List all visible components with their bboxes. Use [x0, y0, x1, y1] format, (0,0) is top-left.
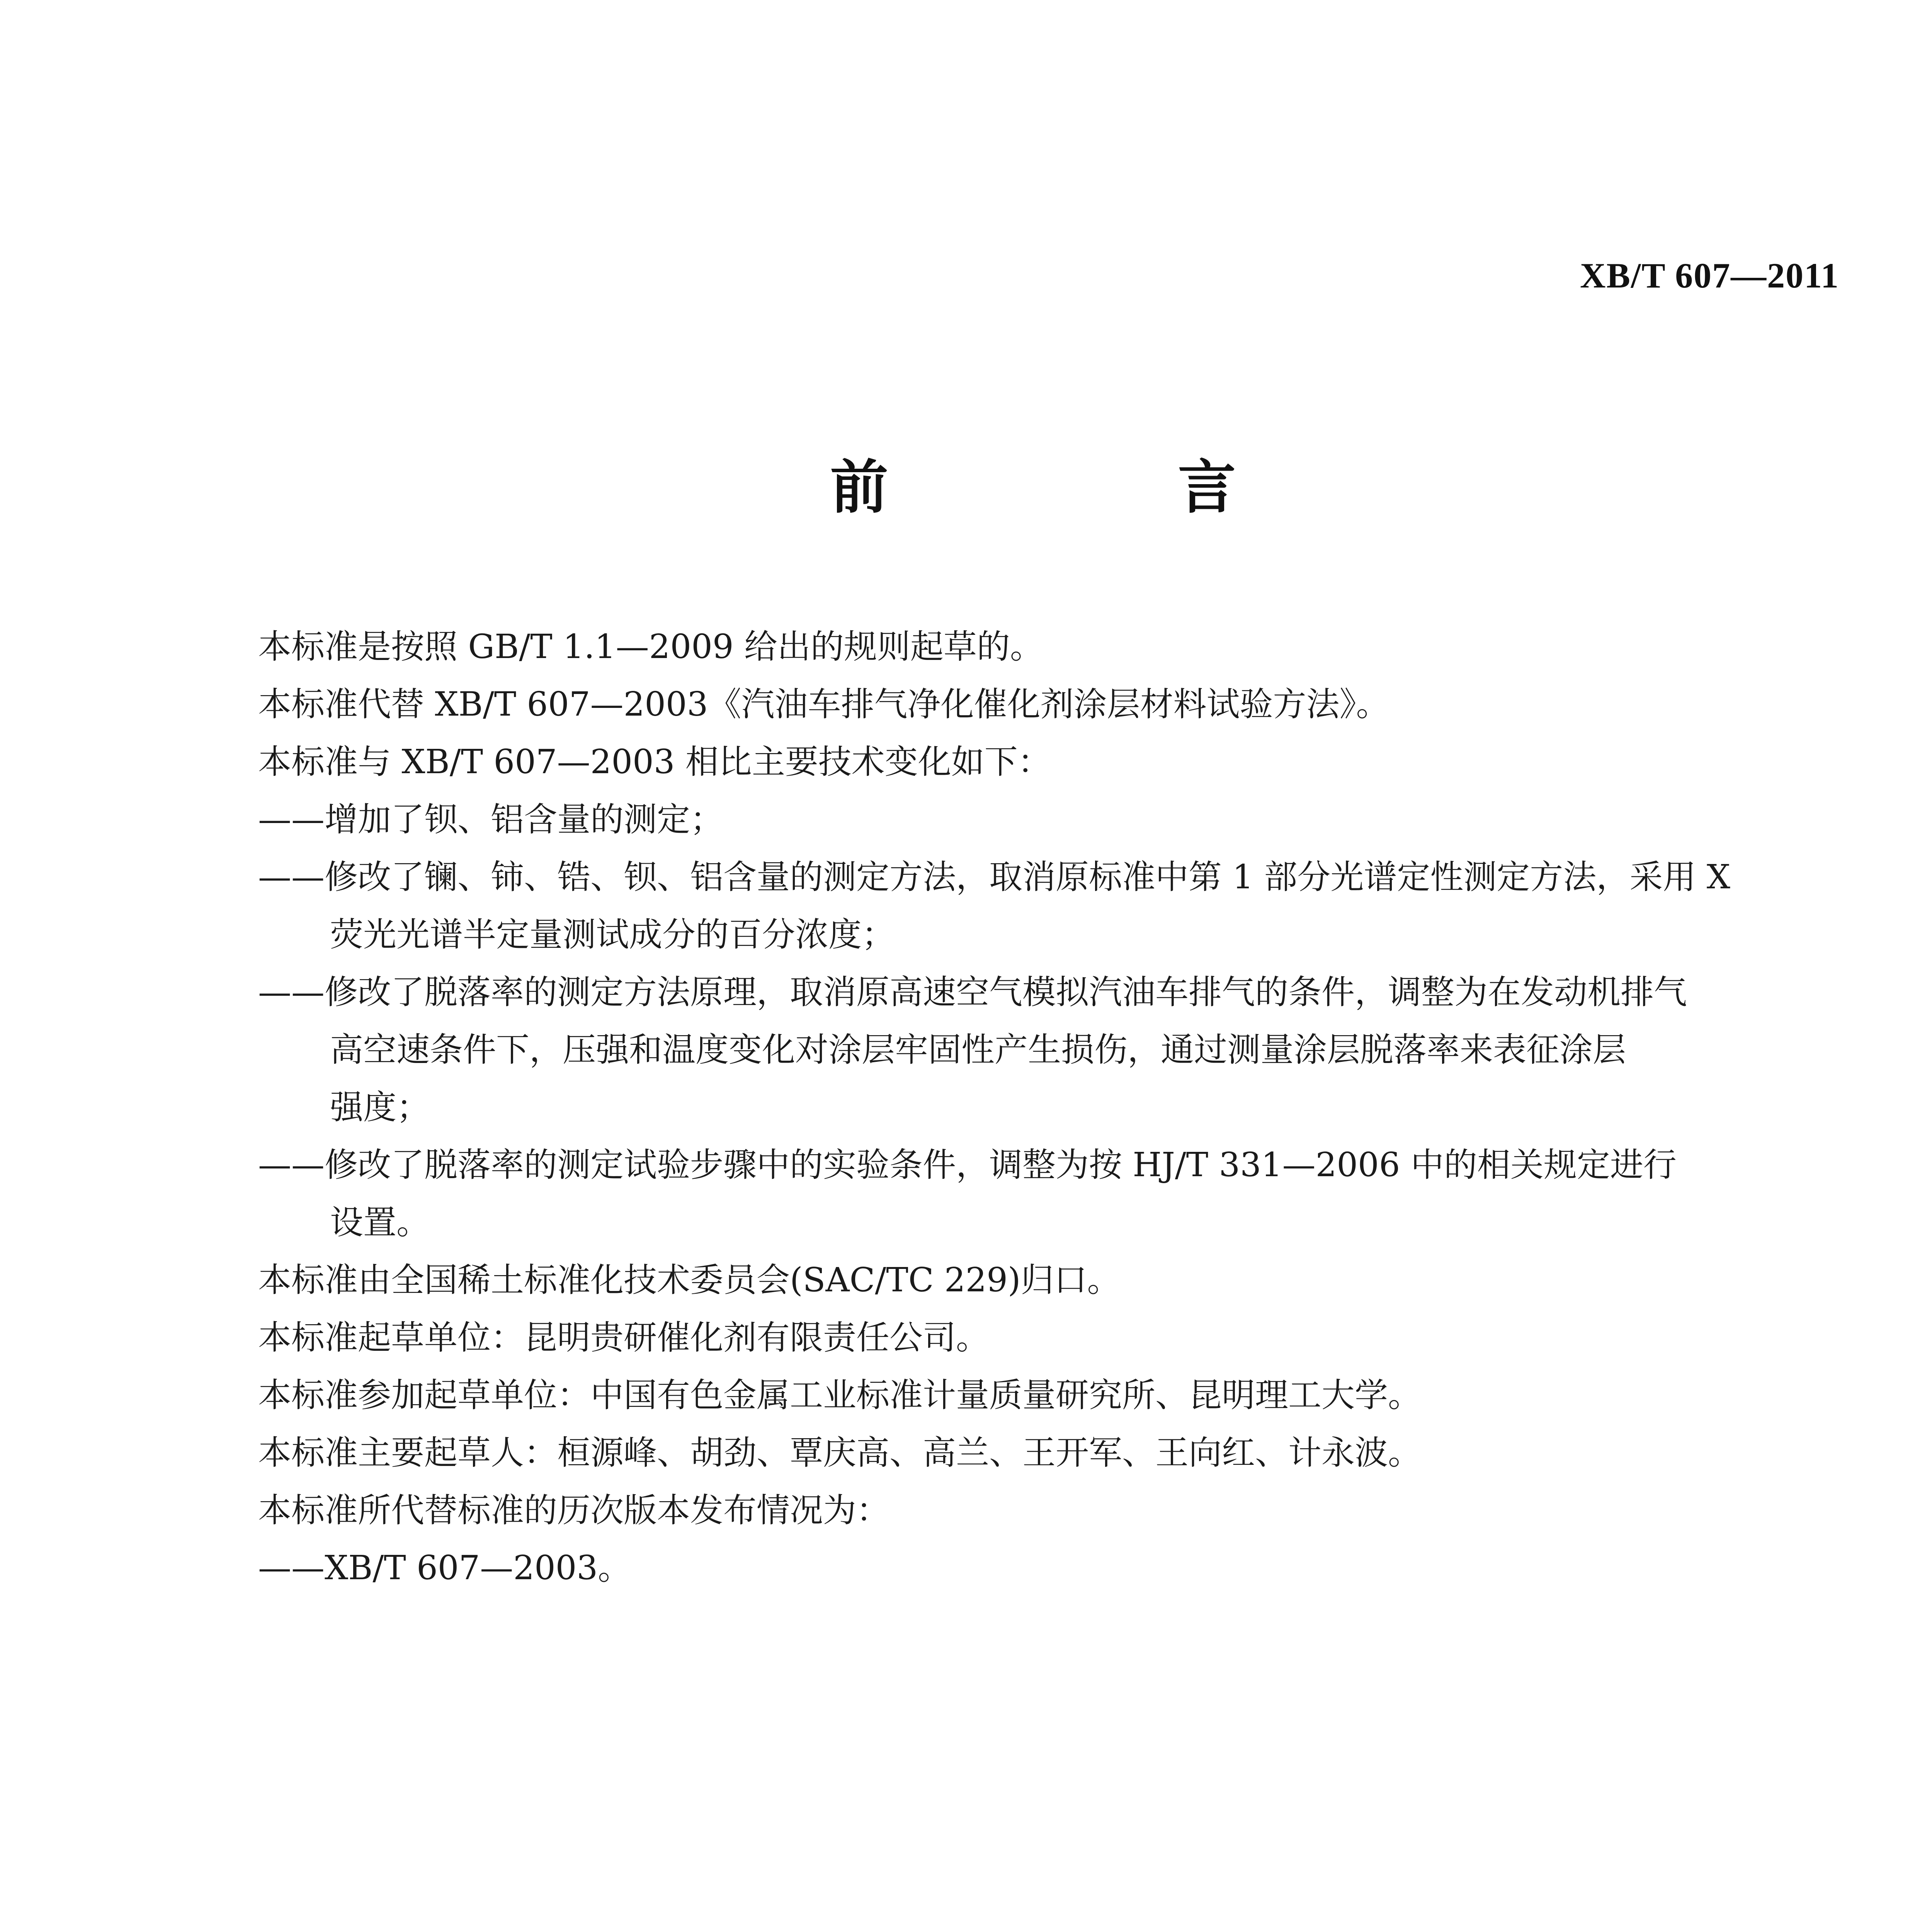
change-item	[258, 1136, 1838, 1252]
change-item	[258, 964, 1838, 1136]
change-item-text: 增加了钡、铝含量的测定；	[325, 800, 723, 839]
paragraph-drafters: 本标准主要起草人：桓源峰、胡劲、覃庆高、高兰、王开军、王向红、计永波。	[258, 1434, 1421, 1472]
list-dash: ——	[258, 1146, 325, 1184]
standard-code: XB/T 607—2011	[1580, 256, 1839, 295]
paragraph-replaces: 本标准代替 XB/T 607—2003《汽油车排气净化催化剂涂层材料试验方法》。	[258, 685, 1389, 724]
change-item-text: 修改了镧、铈、锆、钡、铝含量的测定方法，取消原标准中第 1 部分光谱定性测定方法，采用 X	[325, 858, 1730, 896]
page-title: 前 言	[830, 454, 1352, 521]
change-item-text-continued: 设置。	[330, 1203, 430, 1242]
list-dash: ——	[258, 858, 325, 896]
paragraph-history-intro: 本标准所代替标准的历次版本发布情况为：	[258, 1491, 889, 1530]
list-dash: ——	[258, 1549, 325, 1587]
paragraph-changes-intro: 本标准与 XB/T 607—2003 相比主要技术变化如下：	[258, 743, 1051, 781]
history-item	[258, 1539, 1838, 1597]
paragraph-committee: 本标准由全国稀土标准化技术委员会(SAC/TC 229)归口。	[258, 1261, 1121, 1299]
paragraph-drafting-unit: 本标准起草单位：昆明贵研催化剂有限责任公司。	[258, 1318, 989, 1357]
change-item-text-continued: 荧光光谱半定量测试成分的百分浓度；	[330, 915, 895, 954]
list-dash: ——	[258, 800, 325, 839]
change-item-text: 修改了脱落率的测定方法原理，取消原高速空气模拟汽油车排气的条件，调整为在发动机排气	[325, 973, 1687, 1012]
change-item-text: 修改了脱落率的测定试验步骤中的实验条件，调整为按 HJ/T 331—2006 中的相关规定进行	[325, 1146, 1677, 1184]
change-item	[258, 791, 1838, 849]
foreword-body	[258, 618, 1838, 1597]
history-item-text: XB/T 607—2003。	[325, 1549, 631, 1587]
paragraph-participating-units: 本标准参加起草单位：中国有色金属工业标准计量质量研究所、昆明理工大学。	[258, 1376, 1421, 1415]
change-item-text-continued: 强度；	[330, 1088, 430, 1127]
change-item	[258, 849, 1838, 964]
list-dash: ——	[258, 973, 325, 1012]
change-item-text-continued: 高空速条件下，压强和温度变化对涂层牢固性产生损伤，通过测量涂层脱落率来表征涂层	[330, 1031, 1626, 1069]
paragraph-drafting-rules: 本标准是按照 GB/T 1.1—2009 给出的规则起草的。	[258, 628, 1043, 666]
